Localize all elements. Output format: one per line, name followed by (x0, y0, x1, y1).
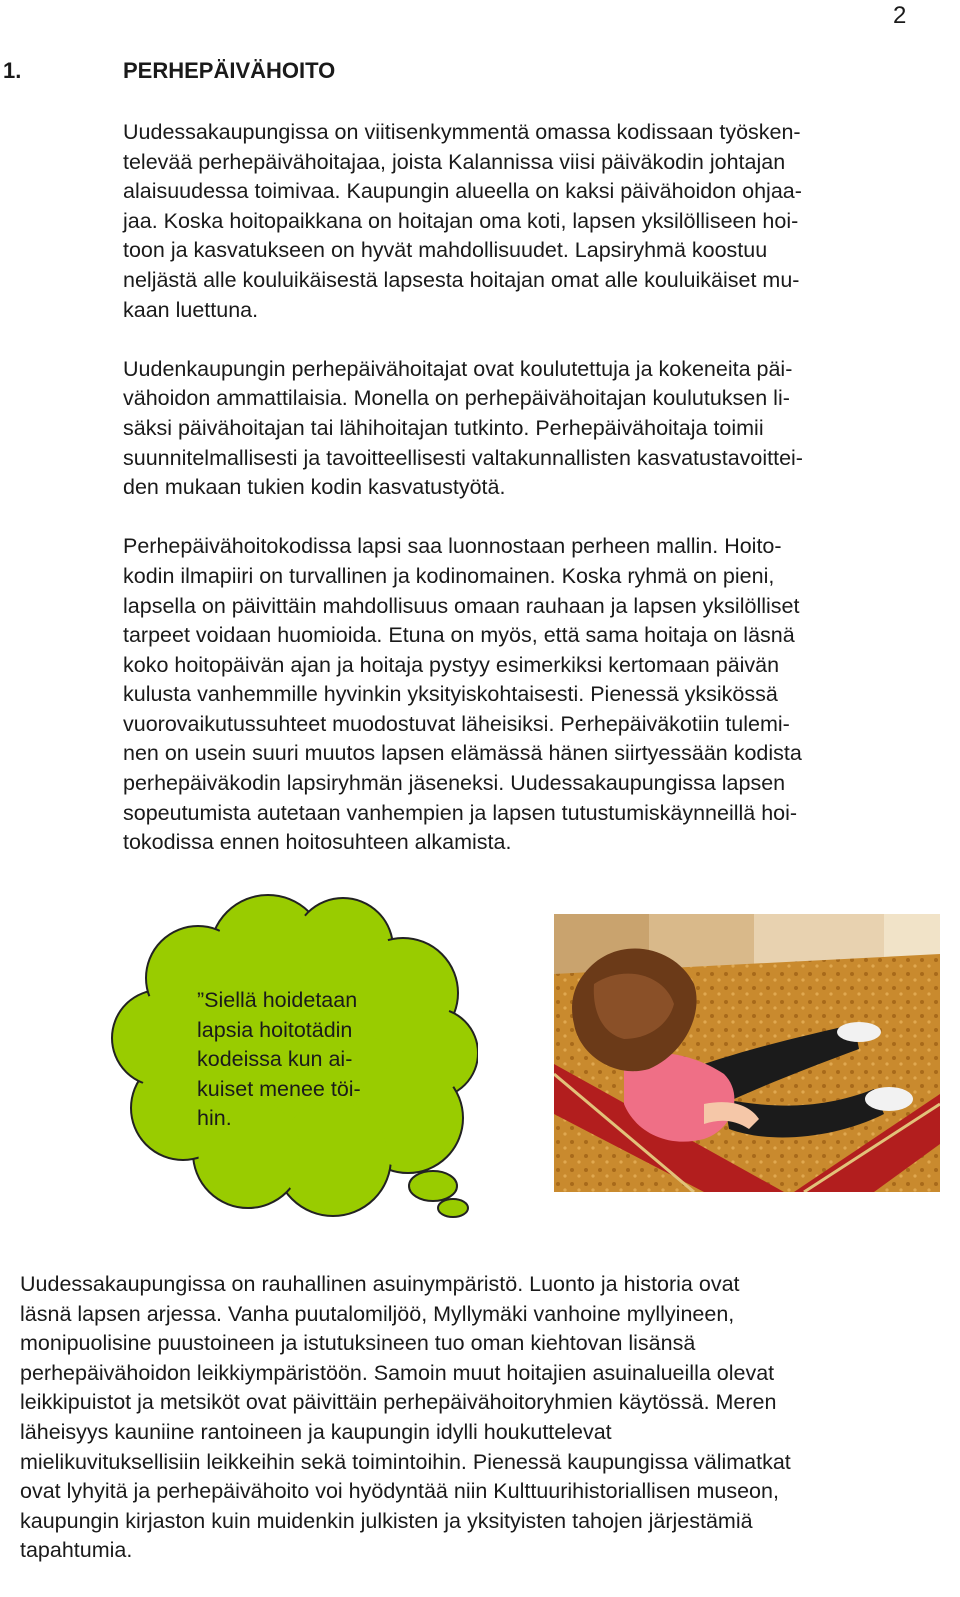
text-line: kodin ilmapiiri on turvallinen ja kodinomainen. Koska ryhmä on pieni, (123, 563, 775, 588)
text-line: lapsella on päivittäin mahdollisuus omaan rauhaan ja lapsen yksilölliset (123, 593, 800, 618)
text-line: tokodissa ennen hoitosuhteen alkamista. (123, 830, 512, 855)
text-line: lapsia hoitotädin (197, 1017, 353, 1042)
text-line: koko hoitopäivän ajan ja hoitaja pystyy esimerkiksi kertomaan päivän (123, 652, 780, 677)
paragraph-4 (20, 1270, 945, 1566)
text-line: neljästä alle kouluikäisestä lapsesta hoitajan omat alle kouluikäiset mu- (123, 267, 800, 292)
text-line: vuorovaikutussuhteet muodostuvat läheisiksi. Perhepäiväkotiin tulemi- (123, 711, 790, 736)
paragraph-1 (123, 118, 943, 325)
text-line: den mukaan tukien kodin kasvatustyötä. (123, 475, 506, 500)
text-line: läheisyys kauniine rantoineen ja kaupungin idylli houkuttelevat (20, 1419, 612, 1444)
text-line: hin. (197, 1106, 232, 1131)
text-line: vähoidon ammattilaisia. Monella on perhepäivähoitajan koulutuksen li- (123, 386, 790, 411)
text-line: säksi päivähoitajan tai lähihoitajan tutkinto. Perhepäivähoitaja toimii (123, 415, 764, 440)
heading-title: PERHEPÄIVÄHOITO (123, 58, 336, 83)
text-line: televää perhepäivähoitajaa, joista Kalannissa viisi päiväkodin johtajan (123, 149, 786, 174)
text-line: kuiset menee töi- (197, 1076, 361, 1101)
text-line: ”Siellä hoidetaan (197, 988, 358, 1012)
text-line: tapahtumia. (20, 1538, 133, 1563)
text-line: Uudessakaupungissa on viitisenkymmentä omassa kodissaan työsken- (123, 120, 801, 144)
text-line: kaan luettuna. (123, 297, 259, 322)
text-line: kodeissa kun ai- (197, 1047, 353, 1072)
text-line: ovat lyhyitä ja perhepäivähoito voi hyödyntää niin Kulttuurihistoriallisen museon, (20, 1479, 779, 1504)
text-line: jaa. Koska hoitopaikkana on hoitajan oma koti, lapsen yksilölliseen hoi- (123, 208, 799, 233)
body-text (123, 118, 943, 858)
text-line: suunnitelmallisesti ja tavoitteellisesti valtakunnallisten kasvatustavoittei- (123, 445, 803, 470)
heading-number: 1. (3, 58, 22, 83)
speech-bubble-text (197, 986, 417, 1134)
text-line: nen on usein suuri muutos lapsen elämässä hänen siirtyessään kodista (123, 741, 802, 766)
photo-illustration (554, 914, 940, 1192)
bottom-text (20, 1270, 945, 1566)
text-line: tarpeet voidaan huomioida. Etuna on myös, että sama hoitaja on läsnä (123, 623, 795, 648)
text-line: sopeutumista autetaan vanhempien ja lapsen tutustumiskäynneillä hoi- (123, 800, 798, 825)
child-photo (554, 914, 940, 1192)
page-number: 2 (893, 2, 907, 29)
text-line: alaisuudessa toimivaa. Kaupungin alueella on kaksi päivähoidon ohjaa- (123, 179, 802, 204)
text-line: kaupungin kirjaston kuin muidenkin julkisten ja yksityisten tahojen järjestämiä (20, 1508, 753, 1533)
text-line: läsnä lapsen arjessa. Vanha puutalomiljöö, Myllymäki vanhoine myllyineen, (20, 1301, 735, 1326)
paragraph-3 (123, 532, 943, 858)
text-line: toon ja kasvatukseen on hyvät mahdollisuudet. Lapsiryhmä koostuu (123, 238, 768, 263)
text-line: mielikuvituksellisiin leikkeihin sekä toimintoihin. Pienessä kaupungissa välimatkat (20, 1449, 791, 1474)
text-line: monipuolisine puustoineen ja istutuksineen tuo oman kiehtovan lisänsä (20, 1331, 696, 1356)
text-line: perhepäiväkodin lapsiryhmän jäseneksi. Uudessakaupungissa lapsen (123, 771, 786, 796)
text-line: Uudenkaupungin perhepäivähoitajat ovat koulutettuja ja kokeneita päi- (123, 356, 793, 381)
paragraph-2 (123, 355, 943, 503)
text-line: perhepäivähoidon leikkiympäristöön. Samoin muut hoitajien asuinalueilla olevat (20, 1360, 775, 1385)
text-line: leikkipuistot ja metsiköt ovat päivittäin perhepäivähoitoryhmien käytössä. Meren (20, 1390, 777, 1415)
text-line: kulusta vanhemmille hyvinkin yksityiskohtaisesti. Pienessä yksikössä (123, 682, 778, 707)
text-line: Uudessakaupungissa on rauhallinen asuinympäristö. Luonto ja historia ovat (20, 1272, 740, 1296)
speech-bubble (108, 893, 478, 1223)
text-line: Perhepäivähoitokodissa lapsi saa luonnostaan perheen mallin. Hoito- (123, 534, 782, 559)
